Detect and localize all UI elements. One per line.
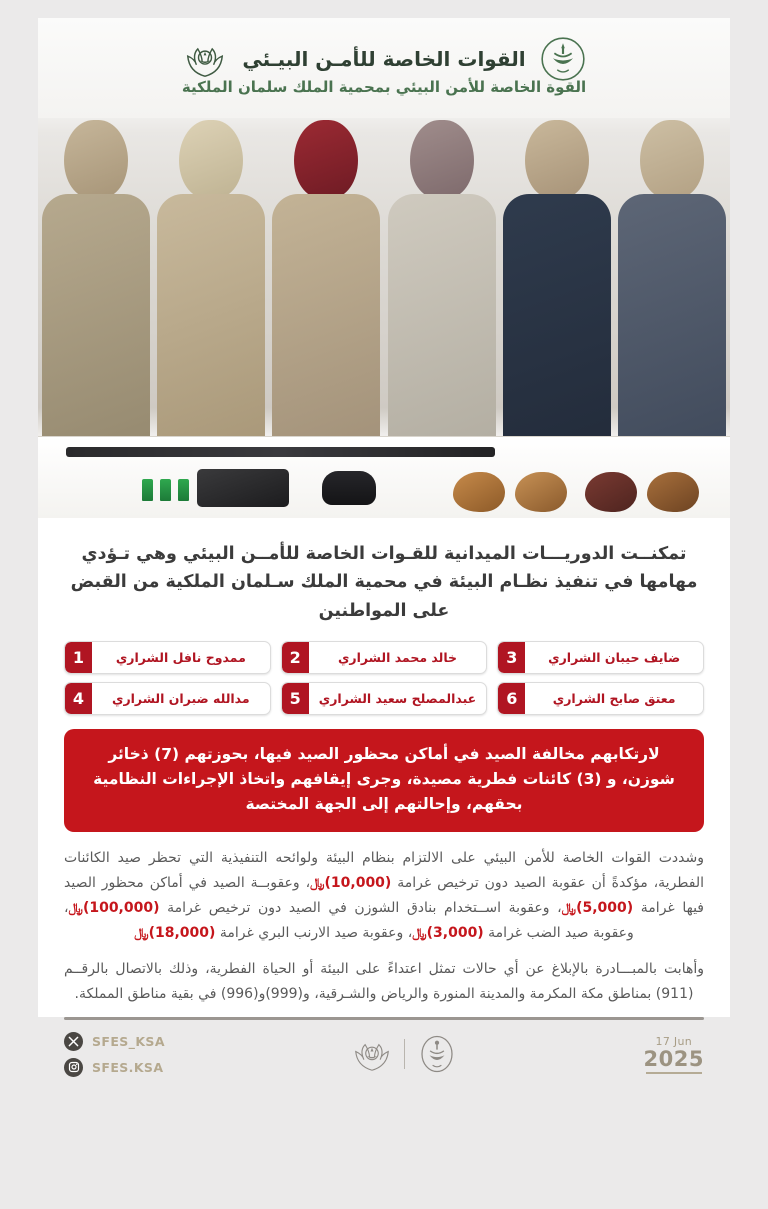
- publish-date: [644, 1035, 704, 1074]
- suspect-badge: [64, 641, 271, 674]
- publish-date-year: 2025: [643, 1046, 704, 1071]
- head-covering: [179, 120, 243, 198]
- suspect-number: 4: [65, 683, 92, 714]
- torso: [157, 194, 265, 444]
- saudi-national-emblem-icon: [417, 1034, 457, 1074]
- reporting-intro: وأهابت بالمبـــادرة بالإبلاغ عن أي حالات تمثل اعتداءً على البيئة أو الحياة الفطرية، وذلك بالاتصال بالرقــم: [64, 960, 704, 977]
- shotgun-shell-evidence: [160, 479, 171, 501]
- social-link-x[interactable]: [64, 1032, 165, 1051]
- penalties-text-5: ، وعقوبة صيد الارنب البري غرامة: [219, 925, 413, 942]
- suspect-name: مدالله ضبران الشراري: [112, 691, 250, 707]
- head-covering: [410, 120, 474, 198]
- instagram-icon: [64, 1058, 83, 1077]
- saudi-national-emblem-icon: [540, 36, 586, 82]
- torso: [503, 194, 611, 444]
- emergency-number-911: (911): [655, 985, 694, 1002]
- suspects-row: [38, 114, 730, 444]
- suspect-figure: [384, 114, 499, 444]
- fine-no-license: (10,000): [324, 875, 392, 892]
- suspect-name: عبدالمصلح سعيد الشراري: [318, 691, 477, 707]
- suspect-name: معتق صابح الشراري: [552, 691, 676, 707]
- body-text: [64, 846, 704, 1006]
- social-link-instagram[interactable]: [64, 1058, 165, 1077]
- torso: [42, 194, 150, 444]
- reporting-text-2: بمناطق مكة المكرمة والمدينة المنورة والرياض والشـرقية، و: [302, 985, 652, 1002]
- banner-subtitle: القوة الخاصة للأمن البيئي بمحمية الملك سلمان الملكية: [181, 78, 587, 96]
- suspect-figure: [38, 114, 153, 444]
- shotgun-evidence: [66, 447, 495, 457]
- emergency-number-996: (996): [220, 985, 259, 1002]
- social-handle-x: SFES_KSA: [92, 1033, 165, 1049]
- torso: [272, 194, 380, 444]
- footer: [38, 1017, 730, 1091]
- footer-emblems: [352, 1034, 457, 1074]
- suspect-number: 6: [498, 683, 525, 714]
- suspect-number: 5: [282, 683, 309, 714]
- publish-date-day: 17 Jun: [655, 1034, 692, 1048]
- wildlife-carcass-evidence: [585, 472, 637, 512]
- penalties-text-2: ، وعقوبــة الصيد في أماكن محظور الصيد فيها غرامة: [64, 875, 705, 917]
- special-forces-wreath-emblem-icon: [182, 36, 228, 82]
- content-card: [38, 518, 730, 1017]
- riyal-symbol: ﷼: [412, 926, 427, 942]
- photo-banner: [38, 18, 730, 118]
- news-photo: [38, 18, 730, 518]
- suspect-badge: [281, 641, 488, 674]
- fine-dhab: (3,000): [426, 925, 484, 942]
- suspect-number: 2: [282, 642, 309, 673]
- suspect-figure: [153, 114, 268, 444]
- date-underline: [646, 1072, 702, 1074]
- x-twitter-icon: [64, 1032, 83, 1051]
- riyal-symbol: ﷼: [310, 876, 325, 892]
- suspect-badge: [281, 682, 488, 715]
- reporting-conjunction: و: [258, 985, 266, 1002]
- suspect-name: ممدوح نافل الشراري: [115, 650, 246, 666]
- suspect-name: خالد محمد الشراري: [337, 650, 458, 666]
- fine-prohibited-area: (5,000): [576, 900, 634, 917]
- wildlife-carcass-evidence: [453, 472, 505, 512]
- riyal-symbol: ﷼: [561, 901, 577, 917]
- suspect-badge: [497, 641, 704, 674]
- head-covering: [640, 120, 704, 198]
- torso: [388, 194, 496, 444]
- head-covering: [64, 120, 128, 198]
- suspect-figure: [615, 114, 730, 444]
- suspect-figure: [499, 114, 614, 444]
- torso: [618, 194, 726, 444]
- special-forces-wreath-emblem-icon: [352, 1034, 392, 1074]
- head-covering: [294, 120, 358, 198]
- suspect-name-badges: [64, 641, 704, 715]
- gear-bag-evidence: [197, 469, 289, 507]
- social-handle-instagram: SFES.KSA: [92, 1059, 164, 1075]
- riyal-symbol: ﷼: [68, 901, 83, 917]
- emergency-number-999: (999): [265, 985, 303, 1002]
- wildlife-carcass-evidence: [515, 472, 567, 512]
- footer-content: [64, 1032, 704, 1091]
- reporting-paragraph: [64, 957, 704, 1007]
- riyal-symbol: ﷼: [134, 926, 149, 942]
- page-title: تمكنــت الدوريـــات الميدانية للقـوات الخاصة للأمــن البيئي وهي تـؤدي مهامها في تنفيذ نظـام البيئة في محمية الملك سـلمان الملكية من القبض على المواطنين: [70, 544, 698, 621]
- badge-row: [64, 682, 704, 715]
- penalties-text-3: ، وعقوبة اســتخدام بنادق الشوزن في الصيد دون ترخيص غرامة: [167, 900, 562, 917]
- shotgun-shell-evidence: [178, 479, 189, 501]
- shotgun-shell-evidence: [142, 479, 153, 501]
- penalties-intro: وشددت القوات الخاصة للأمن البيئي على الالتزام بنظام البيئة ولوائحه التنفيذية التي تحظر صيد الكائنات الفطرية، مؤكدةً أن عقوبة الصيد دون ترخيص غرامة: [64, 850, 705, 892]
- suspect-name: ضايف حيبان الشراري: [548, 650, 681, 666]
- suspect-badge: [64, 682, 271, 715]
- badge-row: [64, 641, 704, 674]
- banner-title-row: [38, 36, 730, 82]
- penalties-paragraph: [64, 846, 704, 946]
- suspect-number: 3: [498, 642, 525, 673]
- footer-emblem-divider: [404, 1039, 405, 1069]
- head-covering: [525, 120, 589, 198]
- evidence-table: [38, 436, 730, 518]
- suspect-badge: [497, 682, 704, 715]
- penalties-text-4: ، وعقوبة صيد الضب غرامة: [64, 900, 634, 942]
- banner-title: القوات الخاصة للأمـن البيـئي: [242, 47, 526, 71]
- binoculars-evidence: [322, 471, 376, 505]
- fine-hare: (18,000): [148, 925, 216, 942]
- social-links: [64, 1032, 165, 1077]
- wildlife-carcass-evidence: [647, 472, 699, 512]
- fine-shotgun: (100,000): [82, 900, 160, 917]
- reporting-text-3: في بقية مناطق المملكة.: [74, 985, 217, 1002]
- suspect-figure: [269, 114, 384, 444]
- footer-divider-rule: [64, 1017, 704, 1020]
- suspect-number: 1: [65, 642, 92, 673]
- charges-callout: لارتكابهم مخالفة الصيد في أماكن محظور الصيد فيها، بحوزتهم (7) ذخائر شوزن، و (3) كائنات فطرية مصيدة، وجرى إيقافهم واتخاذ الإجراءات النظامية بحقهم، وإحالتهم إلى الجهة المختصة: [64, 729, 704, 832]
